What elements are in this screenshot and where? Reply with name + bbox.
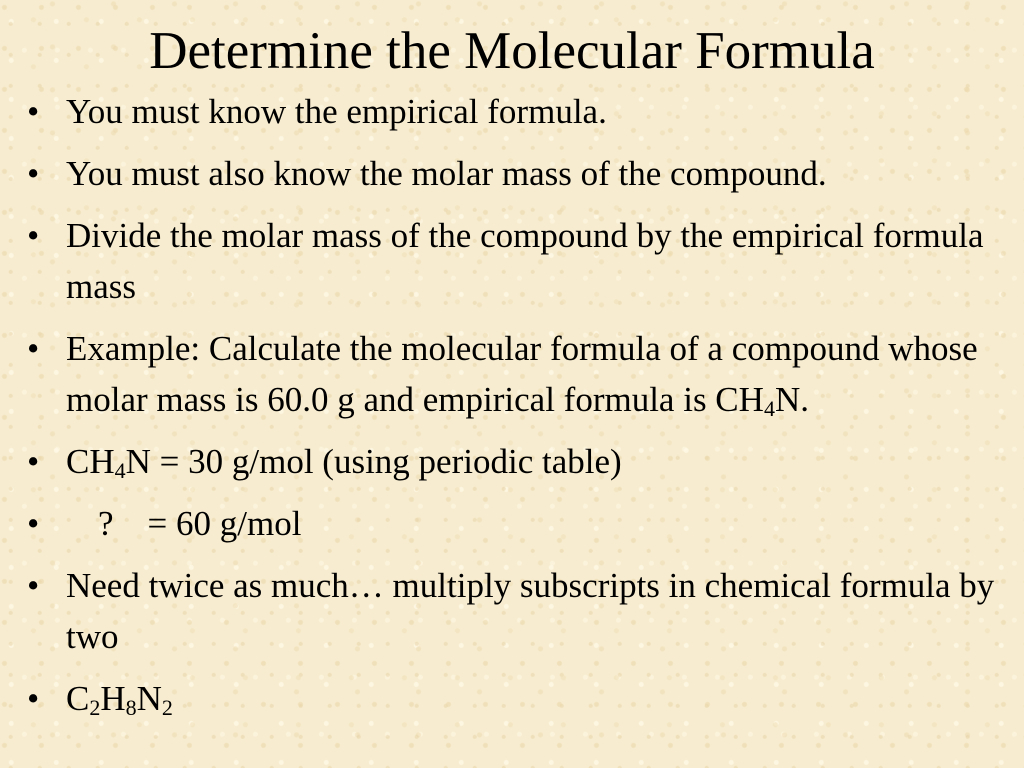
bullet-text: Example: Calculate the molecular formula of a compound whose molar mass is 60.0 g and empirical formula is CH — [66, 329, 978, 419]
element-symbol: H — [100, 679, 126, 718]
bullet-text: CH — [66, 442, 115, 481]
element-symbol: N — [136, 679, 162, 718]
subscript: 4 — [763, 396, 775, 421]
subscript: 4 — [114, 458, 126, 483]
bullet-text: You must also know the molar mass of the compound. — [66, 154, 827, 193]
bullet-text: Divide the molar mass of the compound by the empirical formula mass — [66, 216, 984, 306]
bullet-text: N = 30 g/mol (using periodic table) — [125, 442, 622, 481]
bullet-marker: • — [27, 504, 40, 543]
bullet-item — [0, 498, 1024, 549]
element-symbol: C — [66, 679, 90, 718]
bullet-marker: • — [27, 216, 40, 255]
subscript: 2 — [89, 695, 101, 720]
bullet-list — [0, 86, 1024, 735]
bullet-item — [0, 323, 1024, 425]
bullet-item — [0, 436, 1024, 487]
bullet-marker: • — [27, 329, 40, 368]
bullet-item — [0, 673, 1024, 724]
subscript: 2 — [161, 695, 173, 720]
bullet-marker: • — [27, 679, 40, 718]
bullet-marker: • — [27, 566, 40, 605]
bullet-item — [0, 148, 1024, 199]
bullet-text: = 60 g/mol — [147, 504, 302, 543]
bullet-item — [0, 86, 1024, 137]
bullet-text: N. — [774, 380, 809, 419]
subscript: 8 — [125, 695, 137, 720]
bullet-marker: • — [27, 442, 40, 481]
slide-title: Determine the Molecular Formula — [149, 22, 875, 80]
bullet-text: You must know the empirical formula. — [66, 92, 607, 131]
bullet-item — [0, 560, 1024, 662]
bullet-text: Need twice as much… multiply subscripts in chemical formula by two — [66, 566, 995, 656]
bullet-marker: • — [27, 154, 40, 193]
unknown-marker: ? — [98, 504, 114, 543]
chemical-formula — [66, 679, 173, 718]
bullet-item — [0, 210, 1024, 312]
bullet-marker: • — [27, 92, 40, 131]
